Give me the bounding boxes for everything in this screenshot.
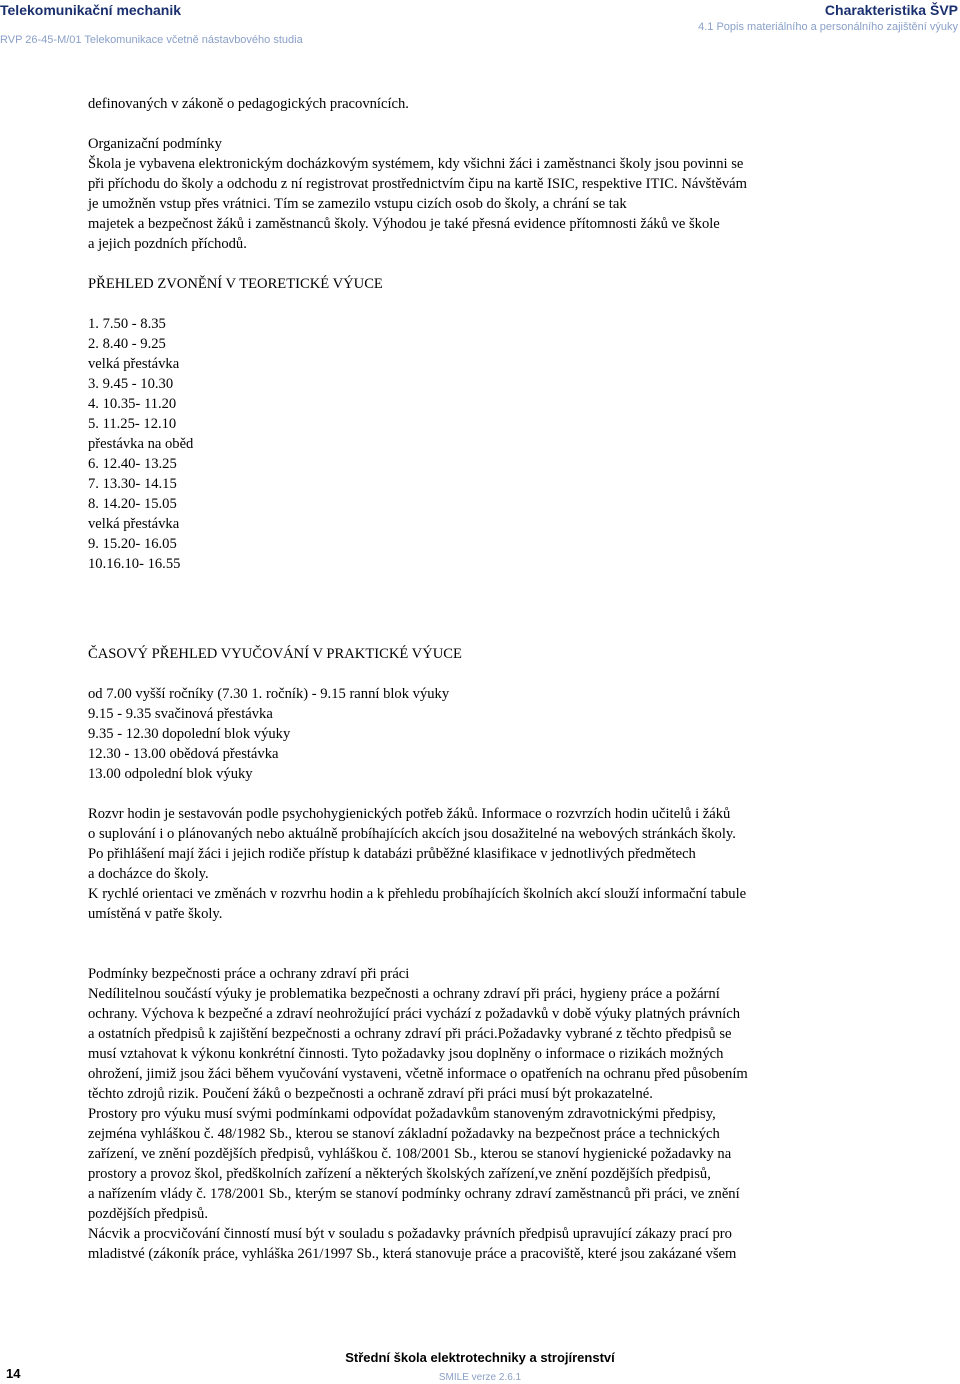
schedule-line: umístěná v patře školy.	[88, 906, 223, 922]
practice-heading: ČASOVÝ PŘEHLED VYUČOVÁNÍ V PRAKTICKÉ VÝUCE	[88, 646, 462, 662]
list-item: 9.35 - 12.30 dopolední blok výuky	[88, 726, 291, 742]
list-item: velká přestávka	[88, 356, 180, 372]
safety-line: musí vztahovat k výkonu konkrétní činnosti. Tyto požadavky jsou doplněny o informace o rizikách možných	[88, 1046, 724, 1062]
timetable-paragraph	[88, 804, 868, 924]
schedule-line: o suplování i o plánovaných nebo aktuálně probíhajících akcích jsou dosažitelné na webových stránkách školy.	[88, 826, 736, 842]
safety-line: Prostory pro výuku musí svými podmínkami odpovídat požadavkům stanoveným zdravotnickými předpisy,	[88, 1106, 716, 1122]
safety-line: ohrožení, jimiž jsou žáci během vyučování vystaveni, včetně informace o opatřeních na ochranu před působením	[88, 1066, 748, 1082]
list-item: 12.30 - 13.00 obědová přestávka	[88, 746, 279, 762]
list-item: 5. 11.25- 12.10	[88, 416, 177, 432]
safety-line: těchto zdrojů rizik. Poučení žáků o bezpečnosti a ochraně zdraví při práci musí být prokazatelné.	[88, 1086, 653, 1102]
org-heading: Organizační podmínky	[88, 136, 222, 152]
org-line: Škola je vybavena elektronickým docházkovým systémem, kdy všichni žáci i zaměstnanci školy jsou povinni se	[88, 156, 744, 172]
list-item: 4. 10.35- 11.20	[88, 396, 177, 412]
safety-line: mladistvé (zákoník práce, vyhláška 261/1997 Sb., která stanovuje práce a pracoviště, které jsou zakázané všem	[88, 1246, 737, 1262]
header-section-title: Charakteristika ŠVP	[824, 2, 958, 18]
list-item: 8. 14.20- 15.05	[88, 496, 177, 512]
header-program-subtitle: RVP 26-45-M/01 Telekomunikace včetně nástavbového studia	[0, 34, 303, 46]
list-item: 9.15 - 9.35 svačinová přestávka	[88, 706, 273, 722]
page-footer	[0, 1336, 960, 1384]
list-item: od 7.00 vyšší ročníky (7.30 1. ročník) - 9.15 ranní blok výuky	[88, 686, 450, 702]
schedule-line: Po přihlášení mají žáci i jejich rodiče přístup k databázi průběžné klasifikace v jednotlivých předmětech	[88, 846, 696, 862]
schedule-line: a docházce do školy.	[88, 866, 209, 882]
safety-line: a nařízením vlády č. 178/2001 Sb., kterým se stanoví podmínky ochrany zdraví zaměstnanců při práci, ve znění	[88, 1186, 740, 1202]
header-program-title: Telekomunikační mechanik	[0, 2, 182, 18]
safety-paragraph	[88, 984, 868, 1264]
org-line: majetek a bezpečnost žáků i zaměstnanců školy. Výhodou je také přesná evidence přítomnosti žáků ve škole	[88, 216, 720, 232]
page-number: 14	[6, 1366, 21, 1381]
org-paragraph	[88, 154, 868, 254]
list-item: 2. 8.40 - 9.25	[88, 336, 166, 352]
list-item: 13.00 odpolední blok výuky	[88, 766, 253, 782]
list-item: 10.16.10- 16.55	[88, 556, 181, 572]
schedule-line: Rozvr hodin je sestavován podle psychohygienických potřeb žáků. Informace o rozvrzích hodin učitelů i žáků	[88, 806, 731, 822]
practice-schedule	[88, 684, 868, 784]
intro-line: definovaných v zákoně o pedagogických pracovnících.	[88, 96, 409, 112]
theory-bell-schedule	[88, 314, 868, 574]
safety-line: zejména vyhláškou č. 48/1982 Sb., kterou se stanoví základní požadavky na bezpečnost práce a technických	[88, 1126, 720, 1142]
safety-line: ochrany. Výchova k bezpečné a zdraví neohrožující práci vychází z požadavků v době výuky platných právních	[88, 1006, 740, 1022]
safety-heading: Podmínky bezpečnosti práce a ochrany zdraví při práci	[88, 966, 410, 982]
org-line: a jejich pozdních příchodů.	[88, 236, 247, 252]
safety-line: Nácvik a procvičování činností musí být v souladu s požadavky právních předpisů upravující zákazy prací pro	[88, 1226, 732, 1242]
org-line: při příchodu do školy a odchodu z ní registrovat prostřednictvím čipu na kartě ISIC, respektive ITIC. Návštěvám	[88, 176, 747, 192]
schedule-line: K rychlé orientaci ve změnách v rozvrhu hodin a k přehledu probíhajících školních akcí slouží informační tabule	[88, 886, 747, 902]
list-item: velká přestávka	[88, 516, 180, 532]
safety-line: a ostatních předpisů k zajištění bezpečnosti a ochrany zdraví při práci.Požadavky vybrané z těchto předpisů se	[88, 1026, 732, 1042]
list-item: 7. 13.30- 14.15	[88, 476, 177, 492]
safety-line: pozdějších předpisů.	[88, 1206, 208, 1222]
list-item: 1. 7.50 - 8.35	[88, 316, 166, 332]
theory-heading: PŘEHLED ZVONĚNÍ V TEORETICKÉ VÝUCE	[88, 276, 383, 292]
page-header	[0, 0, 960, 56]
safety-line: zařízení, ve znění pozdějších předpisů, vyhláškou č. 108/2001 Sb., kterou se stanoví hygienické požadavky na	[88, 1146, 732, 1162]
safety-line: prostory a provoz škol, předškolních zařízení a některých školských zařízení,ve znění pozdějších předpisů,	[88, 1166, 711, 1182]
safety-line: Nedílitelnou součástí výuky je problematika bezpečnosti a ochrany zdraví při práci, hygieny práce a požární	[88, 986, 720, 1002]
list-item: 9. 15.20- 16.05	[88, 536, 177, 552]
list-item: 3. 9.45 - 10.30	[88, 376, 174, 392]
header-section-subtitle: 4.1 Popis materiálního a personálního zajištění výuky	[698, 21, 958, 33]
list-item: 6. 12.40- 13.25	[88, 456, 177, 472]
footer-school-name: Střední škola elektrotechniky a strojírenství	[345, 1350, 615, 1365]
document-body	[88, 94, 868, 1264]
org-line: je umožněn vstup přes vrátnici. Tím se zamezilo vstupu cizích osob do školy, a chrání se tak	[88, 196, 627, 212]
footer-version: SMILE verze 2.6.1	[438, 1372, 522, 1383]
list-item: přestávka na oběd	[88, 436, 194, 452]
